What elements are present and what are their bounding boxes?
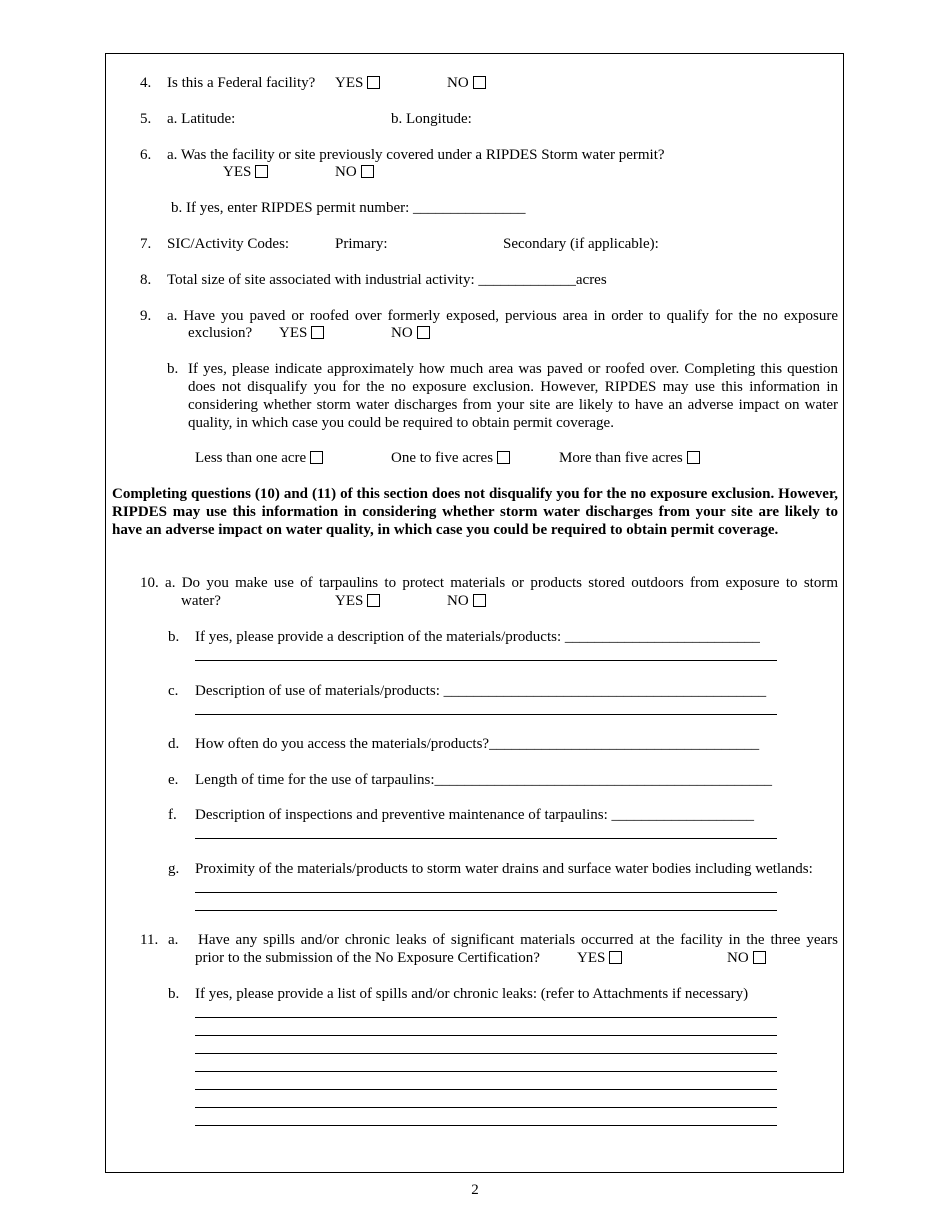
q4-yes-label: YES — [335, 75, 364, 91]
q9-option1-label: Less than one acre — [195, 450, 307, 466]
q10a-question: 10. a. Do you make use of tarpaulins to protect materials or products stored outdoors from exposure to storm — [140, 575, 838, 591]
q8-number: 8. — [140, 272, 152, 288]
q9b-text: If yes, please indicate approximately how much area was paved or roofed over. Completing this question does not disqualify you for the no exposure exclusion. However, RIPDES may use this information in considering whether storm water discharges from your site are likely to have an adverse impact on water quality, in which case you could be required to obtain permit coverage. — [188, 361, 838, 431]
q10f-question[interactable]: Description of inspections and preventive maintenance of tarpaulins: ___________________ — [195, 807, 755, 823]
q4-no — [447, 74, 486, 92]
q6-no-label: NO — [335, 164, 357, 180]
q11b-answer-line-4[interactable] — [195, 1071, 777, 1072]
q10-yes — [335, 592, 380, 610]
q11-yes-checkbox[interactable] — [609, 951, 622, 964]
q9-yes-checkbox[interactable] — [311, 326, 324, 339]
q4-yes — [335, 74, 380, 92]
q9-no-checkbox[interactable] — [417, 326, 430, 339]
q9a-question-cont: exclusion? — [188, 325, 253, 341]
q9-option2-checkbox[interactable] — [497, 451, 510, 464]
q10f-answer-line[interactable] — [195, 838, 777, 839]
q10g-question: Proximity of the materials/products to storm water drains and surface water bodies including wetlands: — [195, 861, 813, 877]
q11a-letter: a. — [168, 932, 179, 948]
q9a-question: a. Have you paved or roofed over formerly exposed, pervious area in order to qualify for the no exposure — [167, 308, 838, 324]
q6-number: 6. — [140, 147, 152, 163]
q9-yes — [279, 324, 324, 342]
q10-yes-checkbox[interactable] — [367, 594, 380, 607]
q6-yes-checkbox[interactable] — [255, 165, 268, 178]
q11-number: 11. — [140, 932, 159, 948]
q10c-letter: c. — [168, 683, 179, 699]
q11b-letter: b. — [168, 986, 180, 1002]
q9-yes-label: YES — [279, 325, 308, 341]
q10-no-checkbox[interactable] — [473, 594, 486, 607]
q6-yes-label: YES — [223, 164, 252, 180]
q11a-question-cont: prior to the submission of the No Exposure Certification? — [195, 950, 540, 966]
q10e-question[interactable]: Length of time for the use of tarpaulins:_____________________________________________ — [195, 772, 773, 788]
page-number: 2 — [471, 1182, 479, 1198]
q10e-letter: e. — [168, 772, 179, 788]
q9-option-more-than-five — [559, 449, 700, 467]
q9-option-one-to-five — [391, 449, 510, 467]
q4-label: Is this a Federal facility? — [167, 75, 316, 91]
q4-number: 4. — [140, 75, 152, 91]
q10d-letter: d. — [168, 736, 180, 752]
q4-no-checkbox[interactable] — [473, 76, 486, 89]
q6-no-checkbox[interactable] — [361, 165, 374, 178]
q11b-answer-line-2[interactable] — [195, 1035, 777, 1036]
q9-option3-checkbox[interactable] — [687, 451, 700, 464]
q11b-answer-line-6[interactable] — [195, 1107, 777, 1108]
q11b-answer-line-5[interactable] — [195, 1089, 777, 1090]
q10a-question-cont: water? — [181, 593, 221, 609]
q10f-letter: f. — [168, 807, 177, 823]
q6b-permit-number[interactable]: b. If yes, enter RIPDES permit number: _______________ — [171, 200, 526, 216]
q8-site-size[interactable]: Total size of site associated with industrial activity: _____________acres — [167, 272, 607, 288]
q7-number: 7. — [140, 236, 152, 252]
q11b-answer-line-7[interactable] — [195, 1125, 777, 1126]
q9-no-label: NO — [391, 325, 413, 341]
q6a-question: a. Was the facility or site previously covered under a RIPDES Storm water permit? — [167, 147, 665, 163]
q4-no-label: NO — [447, 75, 469, 91]
q11-no — [727, 949, 766, 967]
q10b-answer-line[interactable] — [195, 660, 777, 661]
q6-no — [335, 163, 374, 181]
q9b-letter: b. — [167, 361, 179, 377]
q11-yes-label: YES — [577, 950, 606, 966]
q10-no-label: NO — [447, 593, 469, 609]
q6-yes — [223, 163, 268, 181]
q9-option-less-than-one — [195, 449, 323, 467]
notice-paragraph: Completing questions (10) and (11) of this section does not disqualify you for the no exposure exclusion. However, RIPDES may use this information in considering whether storm water discharges from your site are likely to have an adverse impact on water quality, in which case you could be required to obtain permit coverage. — [112, 486, 838, 538]
q9-option1-checkbox[interactable] — [310, 451, 323, 464]
q5-longitude-label: b. Longitude: — [391, 111, 472, 127]
q10g-answer-line-2[interactable] — [195, 910, 777, 911]
q11b-question: If yes, please provide a list of spills and/or chronic leaks: (refer to Attachments if necessary) — [195, 986, 749, 1002]
q10d-question[interactable]: How often do you access the materials/products?____________________________________ — [195, 736, 760, 752]
q7-secondary-label: Secondary (if applicable): — [503, 236, 659, 252]
q11b-answer-line-3[interactable] — [195, 1053, 777, 1054]
q7-primary-label: Primary: — [335, 236, 388, 252]
q10c-answer-line[interactable] — [195, 714, 777, 715]
q9-option2-label: One to five acres — [391, 450, 494, 466]
q10g-letter: g. — [168, 861, 180, 877]
q10g-answer-line-1[interactable] — [195, 892, 777, 893]
q10-no — [447, 592, 486, 610]
q10b-question[interactable]: If yes, please provide a description of the materials/products: __________________________ — [195, 629, 760, 645]
q10c-question[interactable]: Description of use of materials/products: ___________________________________________ — [195, 683, 767, 699]
q7-label: SIC/Activity Codes: — [167, 236, 290, 252]
page-border — [105, 53, 844, 1173]
q11-no-label: NO — [727, 950, 749, 966]
q9-no — [391, 324, 430, 342]
q5-latitude-label: a. Latitude: — [167, 111, 236, 127]
q10-yes-label: YES — [335, 593, 364, 609]
q10b-letter: b. — [168, 629, 180, 645]
q9-option3-label: More than five acres — [559, 450, 683, 466]
q9-number: 9. — [140, 308, 152, 324]
q4-yes-checkbox[interactable] — [367, 76, 380, 89]
q11-no-checkbox[interactable] — [753, 951, 766, 964]
q5-number: 5. — [140, 111, 152, 127]
q11a-question: Have any spills and/or chronic leaks of significant materials occurred at the facility in the three years — [198, 932, 838, 948]
q11-yes — [577, 949, 622, 967]
q11b-answer-line-1[interactable] — [195, 1017, 777, 1018]
